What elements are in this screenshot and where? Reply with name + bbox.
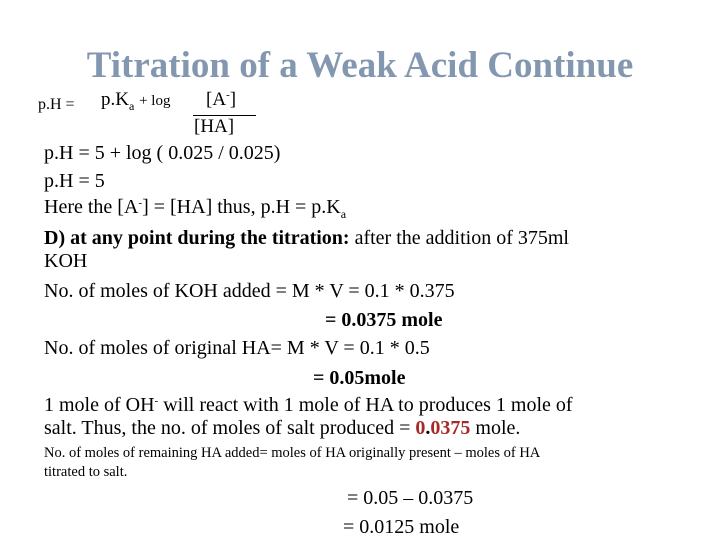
line-oh-reaction	[44, 395, 573, 415]
part-d-heading: D) at any point during the titration:	[44, 227, 350, 249]
line-remaining-calc: = 0.05 – 0.0375	[347, 487, 474, 509]
here-equal-ha: ] = [HA]	[142, 196, 213, 218]
formula-numerator-close: ]	[229, 89, 237, 110]
line-here-the	[44, 196, 347, 221]
oh-text: 1 mole of OH	[44, 394, 155, 416]
formula-pka	[101, 89, 171, 113]
formula-pk-subscript: a	[128, 99, 135, 113]
line-remaining-result: = 0.0125 mole	[343, 516, 460, 538]
formula-denominator: [HA]	[194, 116, 235, 137]
formula-pk-text: p.K	[101, 89, 129, 110]
formula-numerator	[206, 90, 236, 109]
formula-numerator-text: [A	[206, 89, 227, 110]
line-remaining-ha: No. of moles of remaining HA added= moles of HA originally present – moles of HA	[44, 445, 541, 461]
salt-unit: mole.	[470, 417, 521, 439]
formula-plus-log: + log	[139, 93, 171, 109]
line-salt-produced	[44, 418, 520, 438]
line-moles-koh-result: = 0.0375 mole	[325, 309, 443, 331]
line-ph-calc: p.H = 5 + log ( 0.025 / 0.025)	[44, 142, 281, 164]
slide-title: Titration of a Weak Acid Continue	[86, 45, 634, 86]
line-ph-result: p.H = 5	[44, 170, 105, 192]
salt-value-dot: .	[425, 417, 431, 439]
line-moles-ha: No. of moles of original HA= M * V = 0.1 * 0.5	[44, 337, 430, 359]
here-pka-sub: a	[340, 207, 347, 221]
line-part-d	[44, 228, 569, 248]
here-text: Here the	[44, 196, 118, 218]
salt-value-b: 0375	[430, 417, 471, 439]
part-d-text: after the addition of 375ml	[349, 227, 569, 249]
line-koh: KOH	[44, 250, 88, 272]
here-anion: [A	[117, 196, 139, 218]
oh-rest: will react with 1 mole of HA to produces 1 mole of	[158, 394, 573, 416]
formula-ph-label: p.H =	[38, 96, 75, 113]
here-anion-sup: -	[138, 197, 143, 209]
line-moles-koh: No. of moles of KOH added = M * V = 0.1 * 0.375	[44, 280, 455, 302]
salt-text: salt. Thus, the no. of moles of salt produced =	[44, 417, 416, 439]
line-moles-ha-result: = 0.05mole	[313, 367, 406, 389]
formula-numerator-sup: -	[226, 89, 230, 101]
line-titrated: titrated to salt.	[44, 464, 128, 480]
here-thus: thus, p.H = p.K	[212, 196, 341, 218]
salt-value-a: 0	[415, 417, 426, 439]
oh-sup: -	[154, 395, 159, 407]
